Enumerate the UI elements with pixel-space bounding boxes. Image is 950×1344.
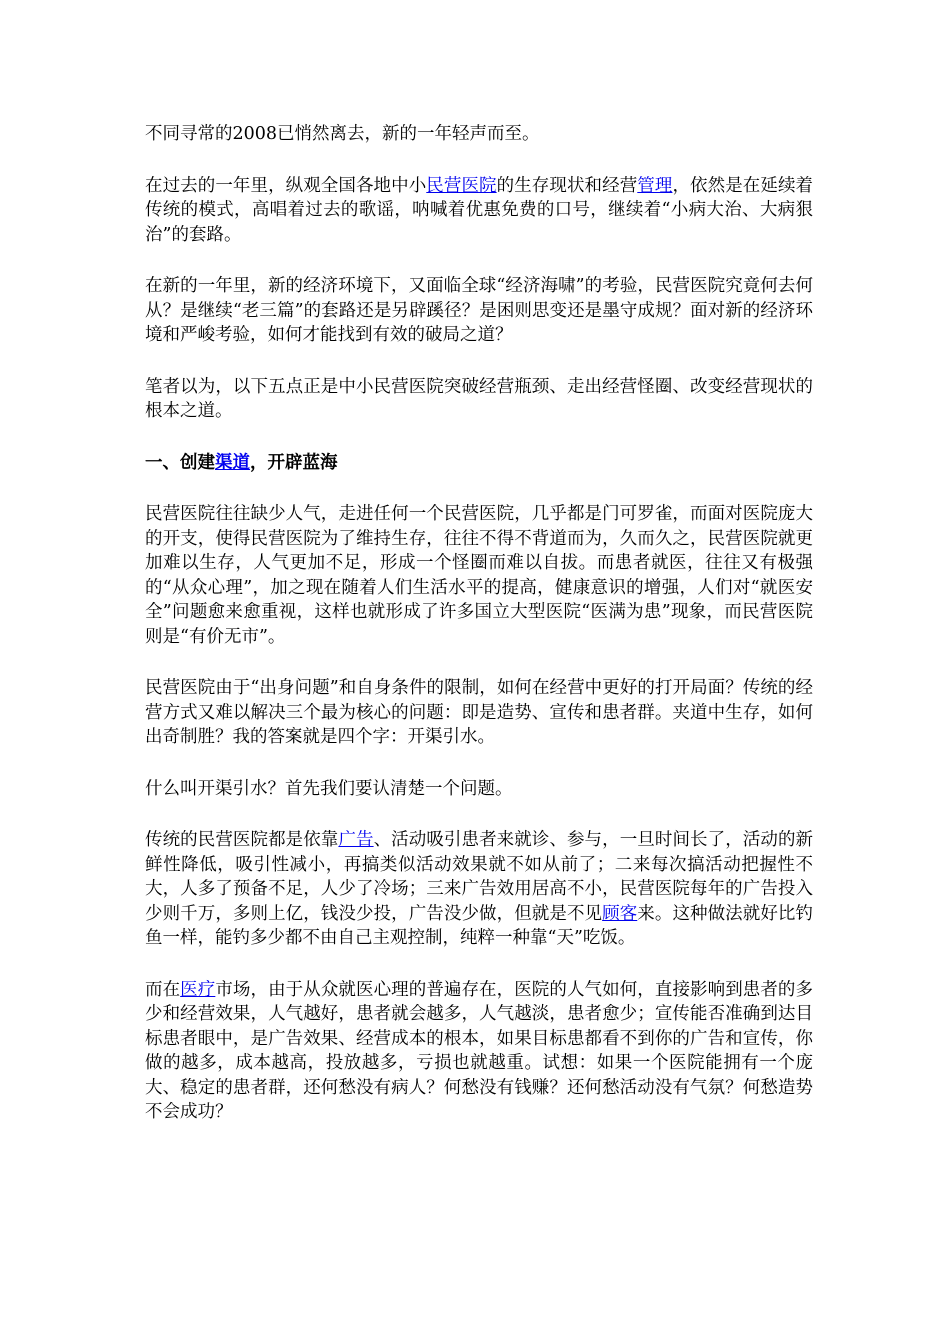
paragraph: [145, 122, 813, 147]
paragraph: [145, 174, 813, 248]
text-run: ，开辟蓝海: [250, 452, 338, 473]
paragraph: [145, 978, 813, 1125]
paragraph: [145, 274, 813, 348]
text-run: ，依然是在延续着传统的模式，高唱着过去的歌谣，呐喊着优惠免费的口号，继续着“小病大治、大病狠治”的套路。: [145, 175, 814, 245]
paragraph: [145, 502, 813, 649]
paragraph: [145, 777, 813, 802]
text-run: 笔者以为，以下五点正是中小民营医院突破经营瓶颈、走出经营怪圈、改变经营现状的根本之道。: [145, 376, 813, 421]
keyword-link[interactable]: 管理: [637, 175, 673, 196]
keyword-link[interactable]: 广告: [338, 830, 374, 850]
text-run: 市场，由于从众就医心理的普遍存在，医院的人气如何，直接影响到患者的多少和经营效果，人气越好，患者就会越多，人气越淡，患者愈少；宣传能否准确到达目标患者眼中，是广告效果、经营成本的根本，如果目标患都看不到你的广告和宣传，你做的越多，成本越高，投放越多，亏损也就越重。试想：如果一个医院能拥有一个庞大、稳定的患者群，还何愁没有病人？何愁没有钱赚？还何愁活动没有气氛？何愁造势不会成功？: [145, 979, 814, 1122]
keyword-link[interactable]: 顾客: [602, 903, 638, 924]
text-run: 、活动吸引患者来就诊、参与，一旦时间长了，活动的新鲜性降低，吸引性减小，再搞类似活动效果就不如从前了；二来每次搞活动把握性不大，人多了预备不足，人少了冷场；三来广告效用居高不小，民营医院每年的广告投入少则千万，多则上亿，钱没少投，广告没少做，但就是不见: [145, 830, 814, 924]
text-run: 的生存现状和经营: [496, 175, 638, 196]
keyword-link[interactable]: 医疗: [180, 979, 216, 1000]
text-run: 民营医院由于“出身问题”和自身条件的限制，如何在经营中更好的打开局面？传统的经营方式又难以解决三个最为核心的问题：即是造势、宣传和患者群。夹道中生存，如何出奇制胜？我的答案就是四个字：开渠引水。: [145, 678, 813, 747]
paragraph: [145, 375, 813, 424]
text-run: 一、创建: [145, 452, 215, 473]
keyword-link[interactable]: 渠道: [215, 452, 250, 473]
text-run: 来。这种做法就好比钓鱼一样，能钓多少都不由自己主观控制，纯粹一种靠“天”吃饭。: [145, 903, 814, 948]
text-run: 在新的一年里，新的经济环境下，又面临全球“经济海啸”的考验，民营医院究竟何去何从？是继续“老三篇”的套路还是另辟蹊径？是困则思变还是墨守成规？面对新的经济环境和严峻考验，如何才能找到有效的破局之道？: [145, 276, 813, 345]
text-run: 传统的民营医院都是依靠: [145, 830, 339, 850]
text-run: 什么叫开渠引水？首先我们要认清楚一个问题。: [145, 778, 513, 799]
keyword-link[interactable]: 民营医院: [426, 175, 497, 196]
text-run: 民营医院往往缺少人气，走进任何一个民营医院，几乎都是门可罗雀，而面对医院庞大的开支，使得民营医院为了维持生存，往往不得不背道而为，久而久之，民营医院就更加难以生存，人气更加不足，形成一个怪圈而难以自拔。而患者就医，往往又有极强的“从众心理”，加之现在随着人们生活水平的提高，健康意识的增强，人们对“就医安全”问题愈来愈重视，这样也就形成了许多国立大型医院“医满为患”现象，而民营医院则是“有价无市”。: [145, 504, 813, 647]
document-body: [145, 122, 813, 1152]
paragraph: [145, 676, 813, 750]
text-run: 而在: [145, 979, 181, 1000]
text-run: 在过去的一年里，纵观全国各地中小: [145, 175, 427, 196]
text-run: 不同寻常的2008已悄然离去，新的一年轻声而至。: [145, 124, 540, 144]
paragraph: [145, 828, 813, 951]
section-heading: [145, 451, 813, 476]
